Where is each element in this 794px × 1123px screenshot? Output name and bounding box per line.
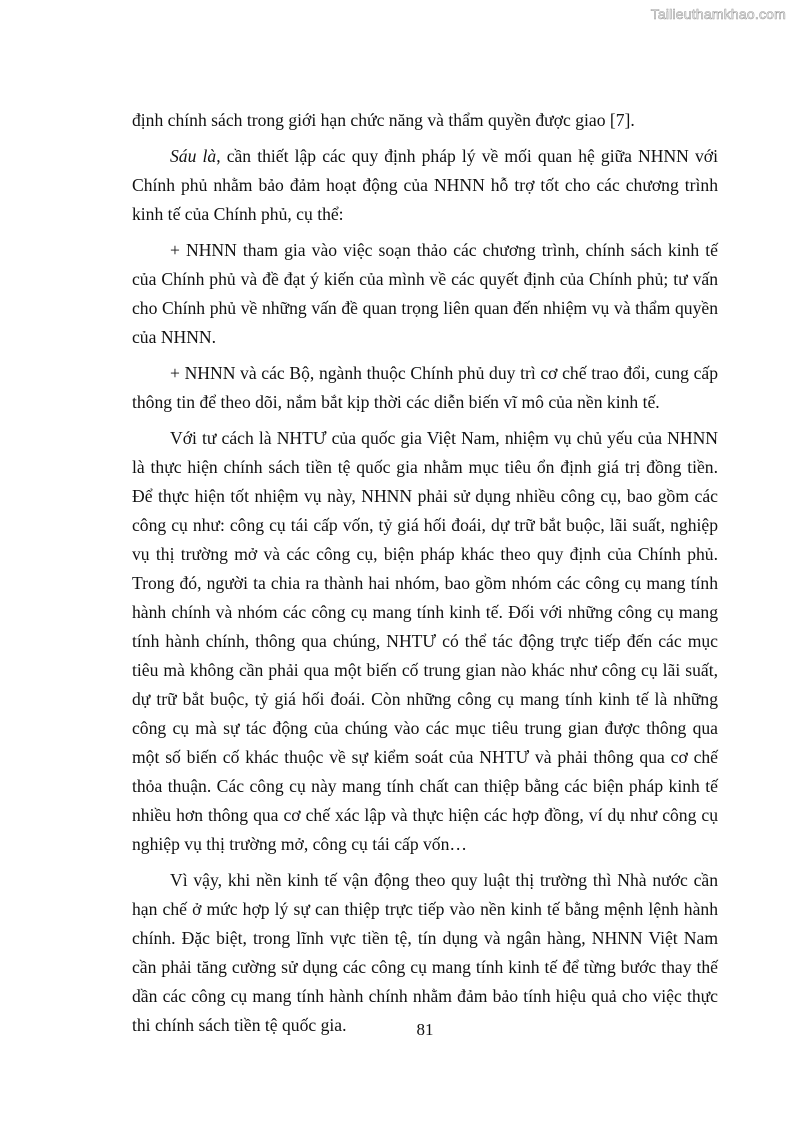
paragraph-text: định chính sách trong giới hạn chức năng và thẩm quyền được giao [7].: [132, 110, 635, 130]
watermark: Tailieuthamkhao.com: [650, 6, 786, 22]
paragraph-text: + NHNN tham gia vào việc soạn thảo các chương trình, chính sách kinh tế của Chính phủ và đề đạt ý kiến của mình về các quyết định của Chính phủ; tư vấn cho Chính phủ về những vấn đề quan trọng liên quan đến nhiệm vụ và thẩm quyền của NHNN.: [132, 240, 718, 347]
paragraph-body-1: [132, 424, 718, 859]
page-body: [132, 106, 718, 1047]
paragraph-sau-la: [132, 142, 718, 229]
paragraph-bullet-1: [132, 236, 718, 352]
paragraph-body-2: [132, 866, 718, 1040]
paragraph-continued: [132, 106, 718, 135]
paragraph-text: + NHNN và các Bộ, ngành thuộc Chính phủ duy trì cơ chế trao đổi, cung cấp thông tin để theo dõi, nắm bắt kịp thời các diễn biến vĩ mô của nền kinh tế.: [132, 363, 718, 412]
page-number: 81: [416, 1020, 434, 1039]
paragraph-text: Vì vậy, khi nền kinh tế vận động theo quy luật thị trường thì Nhà nước cần hạn chế ở mức hợp lý sự can thiệp trực tiếp vào nền kinh tế bằng mệnh lệnh hành chính. Đặc biệt, trong lĩnh vực tiền tệ, tín dụng và ngân hàng, NHNN Việt Nam cần phải tăng cường sử dụng các công cụ mang tính kinh tế để từng bước thay thế dần các công cụ mang tính hành chính nhằm đảm bảo tính hiệu quả cho việc thực thi chính sách tiền tệ quốc gia.: [132, 870, 718, 1035]
paragraph-text: , cần thiết lập các quy định pháp lý về mối quan hệ giữa NHNN với Chính phủ nhằm bảo đảm hoạt động của NHNN hỗ trợ tốt cho các chương trình kinh tế của Chính phủ, cụ thể:: [132, 146, 718, 224]
paragraph-text: Với tư cách là NHTƯ của quốc gia Việt Nam, nhiệm vụ chủ yếu của NHNN là thực hiện chính sách tiền tệ quốc gia nhằm mục tiêu ổn định giá trị đồng tiền. Để thực hiện tốt nhiệm vụ này, NHNN phải sử dụng nhiều công cụ, bao gồm các công cụ như: công cụ tái cấp vốn, tỷ giá hối đoái, dự trữ bắt buộc, lãi suất, nghiệp vụ thị trường mở và các công cụ, biện pháp khác theo quy định của Chính phủ. Trong đó, người ta chia ra thành hai nhóm, bao gồm nhóm các công cụ mang tính hành chính và nhóm các công cụ mang tính kinh tế. Đối với những công cụ mang tính hành chính, thông qua chúng, NHTƯ có thể tác động trực tiếp đến các mục tiêu mà không cần phải qua một biến cố trung gian nào khác như công cụ lãi suất, dự trữ bắt buộc, tỷ giá hối đoái. Còn những công cụ mang tính kinh tế là những công cụ mà sự tác động của chúng vào các mục tiêu trung gian được thông qua một số biến cố khác thuộc về sự kiểm soát của NHTƯ và phải thông qua cơ chế thỏa thuận. Các công cụ này mang tính chất can thiệp bằng các biện pháp kinh tế nhiều hơn thông qua cơ chế xác lập và thực hiện các hợp đồng, ví dụ như công cụ nghiệp vụ thị trường mở, công cụ tái cấp vốn…: [132, 428, 718, 854]
paragraph-bullet-2: [132, 359, 718, 417]
paragraph-lead: Sáu là: [170, 146, 217, 166]
